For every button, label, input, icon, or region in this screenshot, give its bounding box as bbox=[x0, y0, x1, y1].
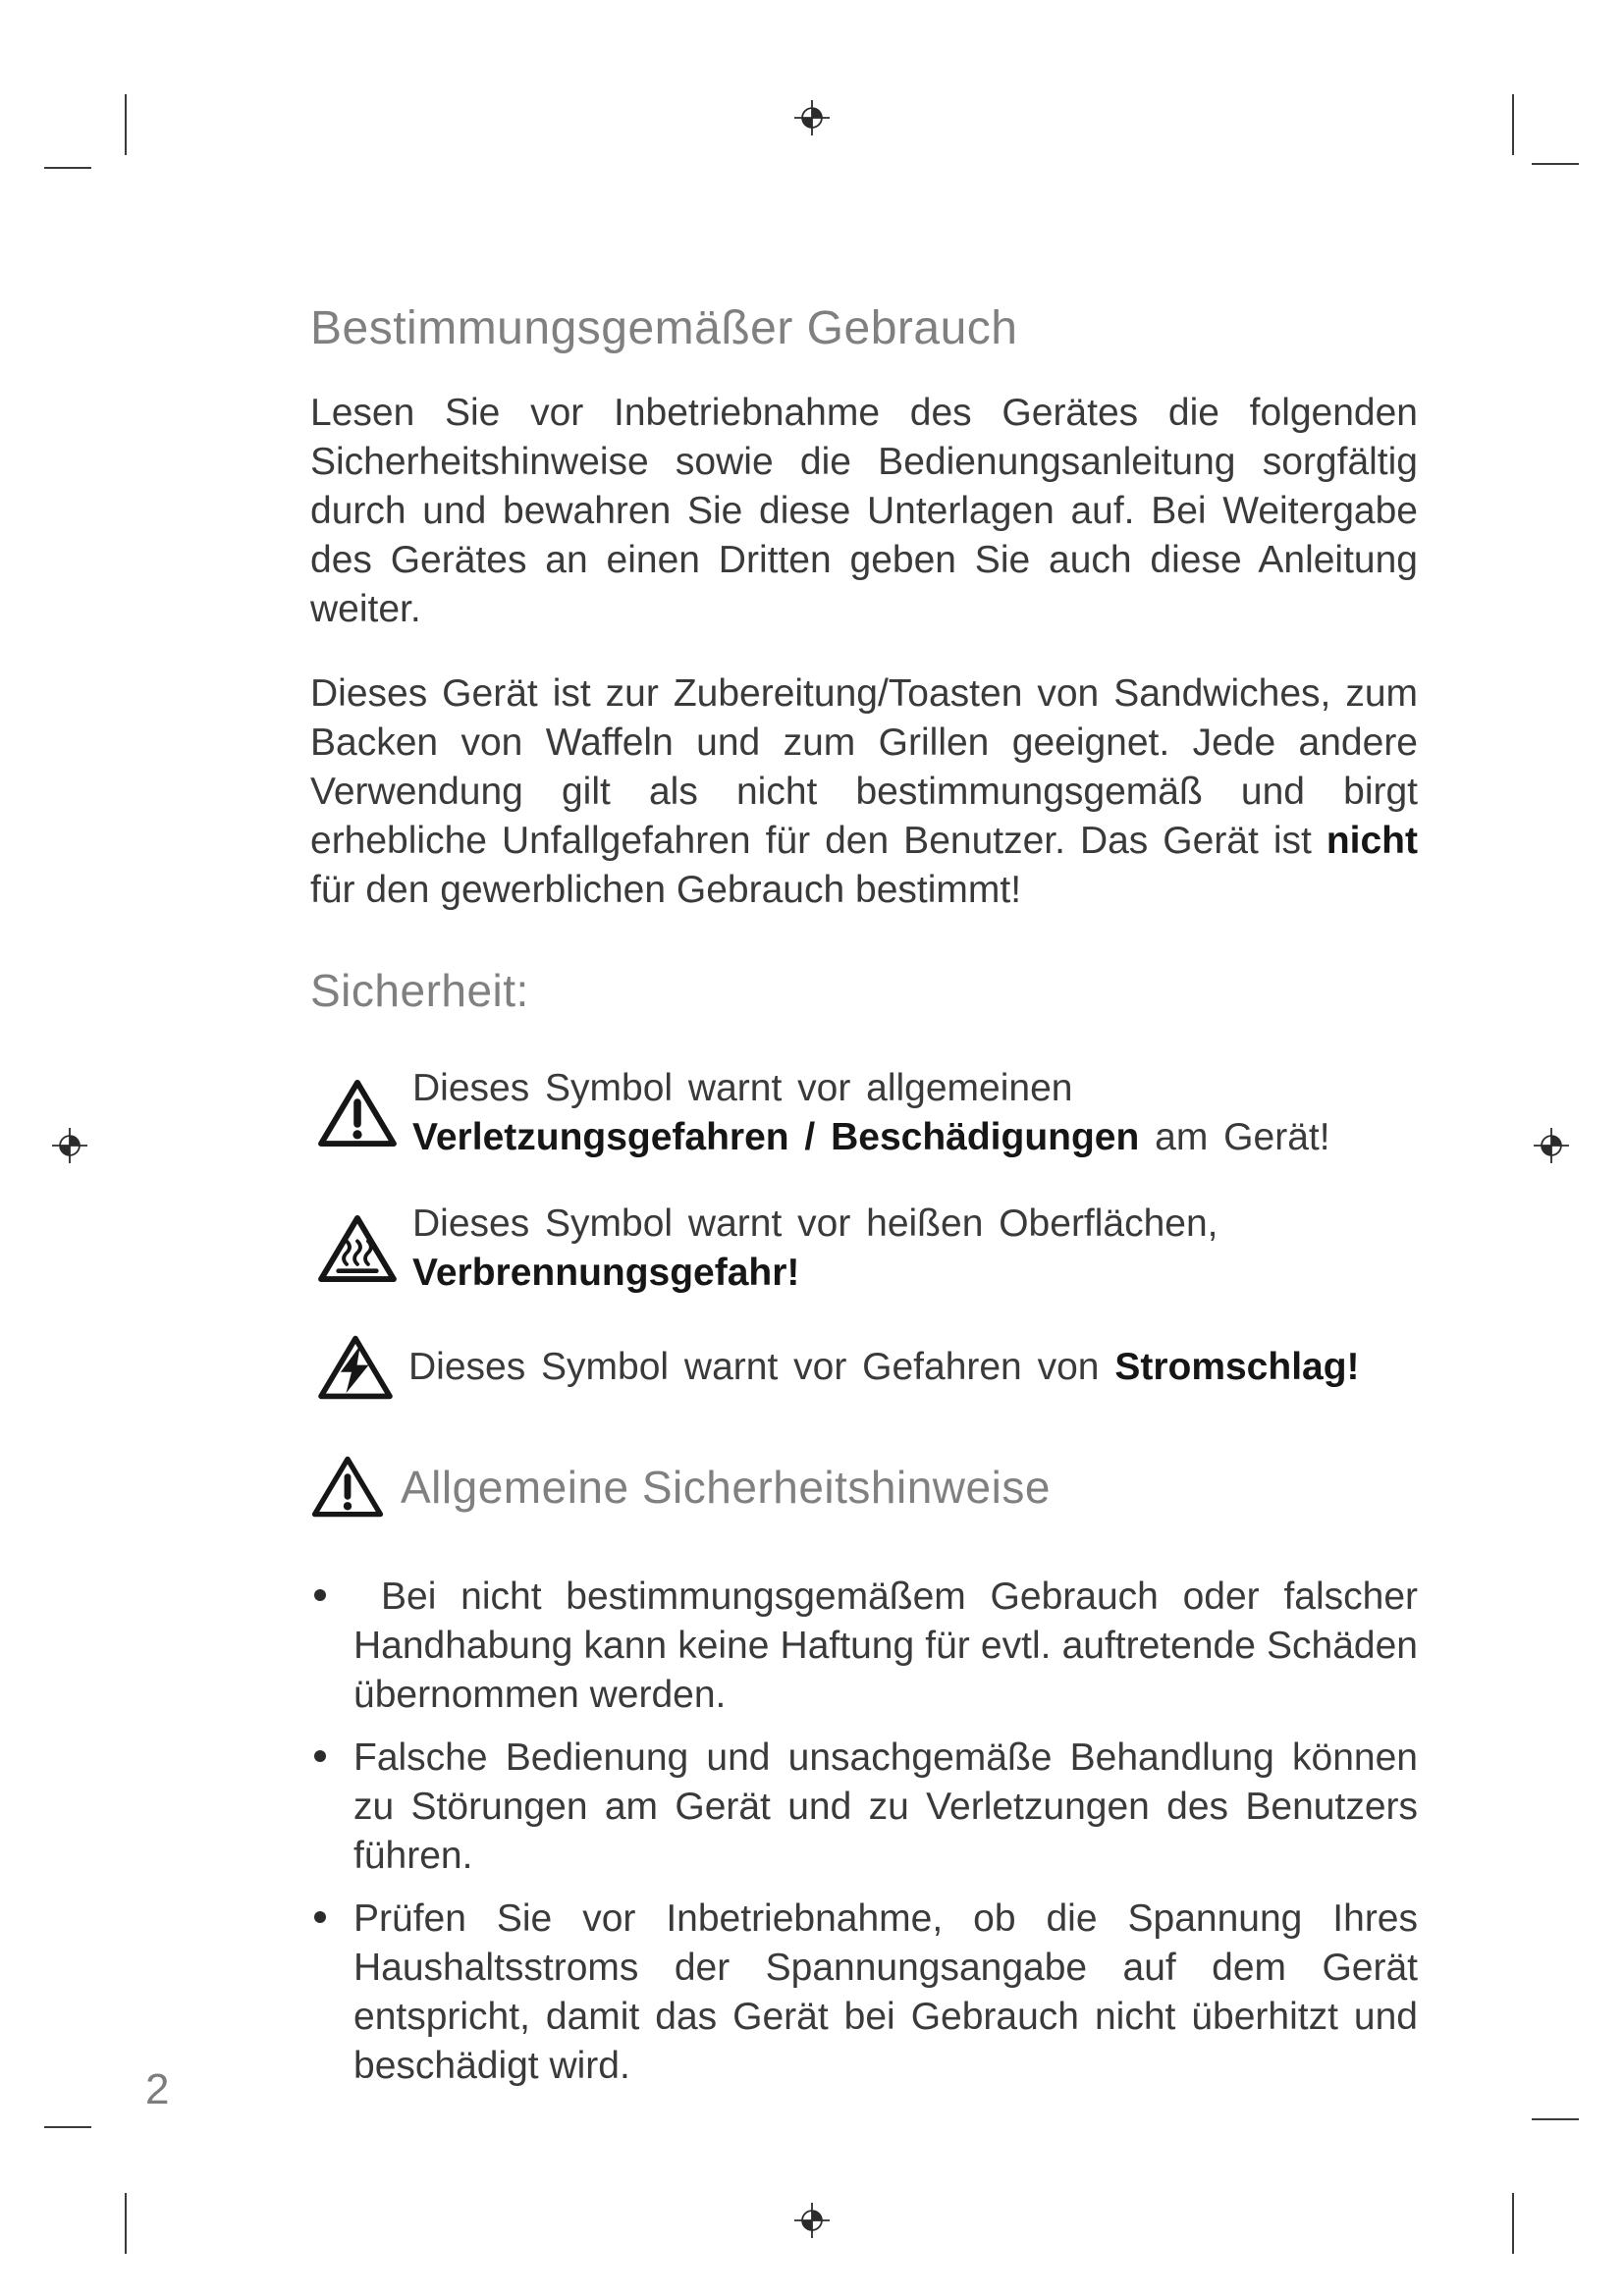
crop-mark-top-right-horizontal bbox=[1532, 163, 1579, 165]
warning-triangle-icon bbox=[310, 1454, 385, 1520]
intro-paragraph-2-text-end: für den gewerblichen Gebrauch bestimmt! bbox=[310, 869, 1022, 911]
bullet-item: Prüfen Sie vor Inbetriebnahme, ob die Spannung Ihres Haushaltsstroms der Spannungsangabe auf dem Gerät entspricht, damit das Gerät bei Gebrauch nicht überhitzt und beschädigt wird. bbox=[310, 1895, 1418, 2091]
warning-text-hot-surface bbox=[412, 1200, 1418, 1298]
warning-general-bold: Verletzungsgefahren / Beschädigungen bbox=[412, 1116, 1140, 1158]
page-title: Bestimmungsgemäßer Gebrauch bbox=[310, 302, 1018, 354]
registration-mark-icon bbox=[794, 2203, 830, 2238]
crop-mark-top-right-vertical bbox=[1512, 94, 1514, 155]
intro-paragraph-2-text: Dieses Gerät ist zur Zubereitung/Toasten von Sandwiches, zum Backen von Waffeln und zum Grillen geeignet. Jede andere Verwendung gilt als nicht bestimmungsgemäß und birgt erhebliche Unfallgefahren für den Benutzer. Das Gerät ist bbox=[310, 672, 1418, 862]
crop-mark-bottom-left-horizontal bbox=[44, 2126, 91, 2128]
general-safety-heading-row bbox=[310, 1454, 1418, 1520]
hot-surface-icon bbox=[316, 1212, 399, 1285]
page-number: 2 bbox=[145, 2065, 170, 2113]
bullet-item: Falsche Bedienung und unsachgemäße Behandlung können zu Störungen am Gerät und zu Verletzungen des Benutzers führen. bbox=[310, 1734, 1418, 1881]
warning-row-hot-surface bbox=[310, 1200, 1418, 1298]
crop-mark-top-left-horizontal bbox=[44, 167, 91, 169]
registration-mark-icon bbox=[1534, 1128, 1569, 1163]
warning-row-general bbox=[310, 1064, 1418, 1162]
content-column bbox=[310, 302, 1418, 2091]
warning-general-post: am Gerät! bbox=[1139, 1116, 1330, 1158]
bullet-item: Bei nicht bestimmungsgemäßem Gebrauch oder falscher Handhabung kann keine Haftung für evtl. auftretende Schäden übernommen werden. bbox=[310, 1573, 1418, 1720]
warning-hot-bold: Verbrennungsgefahr! bbox=[412, 1252, 800, 1294]
crop-mark-top-left-vertical bbox=[125, 94, 127, 155]
intro-paragraph-2 bbox=[310, 669, 1418, 915]
warning-text-general bbox=[412, 1064, 1418, 1162]
safety-bullet-list bbox=[310, 1573, 1418, 2091]
crop-mark-bottom-left-vertical bbox=[125, 2193, 127, 2254]
warning-electric-bold: Stromschlag! bbox=[1114, 1346, 1360, 1388]
crop-mark-bottom-right-horizontal bbox=[1532, 2118, 1579, 2120]
warning-text-electric-shock bbox=[408, 1343, 1360, 1392]
intro-paragraph-2-bold: nicht bbox=[1326, 820, 1418, 862]
general-safety-heading: Allgemeine Sicherheitshinweise bbox=[401, 1461, 1051, 1513]
intro-paragraph-1: Lesen Sie vor Inbetriebnahme des Gerätes die folgenden Sicherheitshinweise sowie die Bedienungsanleitung sorgfältig durch und bewahren Sie diese Unterlagen auf. Bei Weitergabe des Gerätes an einen Dritten geben Sie auch diese Anleitung weiter. bbox=[310, 392, 1418, 630]
safety-heading: Sicherheit: bbox=[310, 965, 529, 1016]
warning-triangle-icon bbox=[316, 1077, 399, 1149]
warning-general-pre: Dieses Symbol warnt vor allgemeinen bbox=[412, 1067, 1073, 1109]
warning-row-electric-shock bbox=[310, 1333, 1418, 1402]
warning-hot-pre: Dieses Symbol warnt vor heißen Oberflächen, bbox=[412, 1202, 1218, 1245]
electric-shock-icon bbox=[316, 1333, 395, 1402]
warning-electric-pre: Dieses Symbol warnt vor Gefahren von bbox=[408, 1346, 1115, 1388]
registration-mark-icon bbox=[52, 1128, 87, 1163]
registration-mark-icon bbox=[794, 100, 830, 135]
crop-mark-bottom-right-vertical bbox=[1512, 2193, 1514, 2254]
